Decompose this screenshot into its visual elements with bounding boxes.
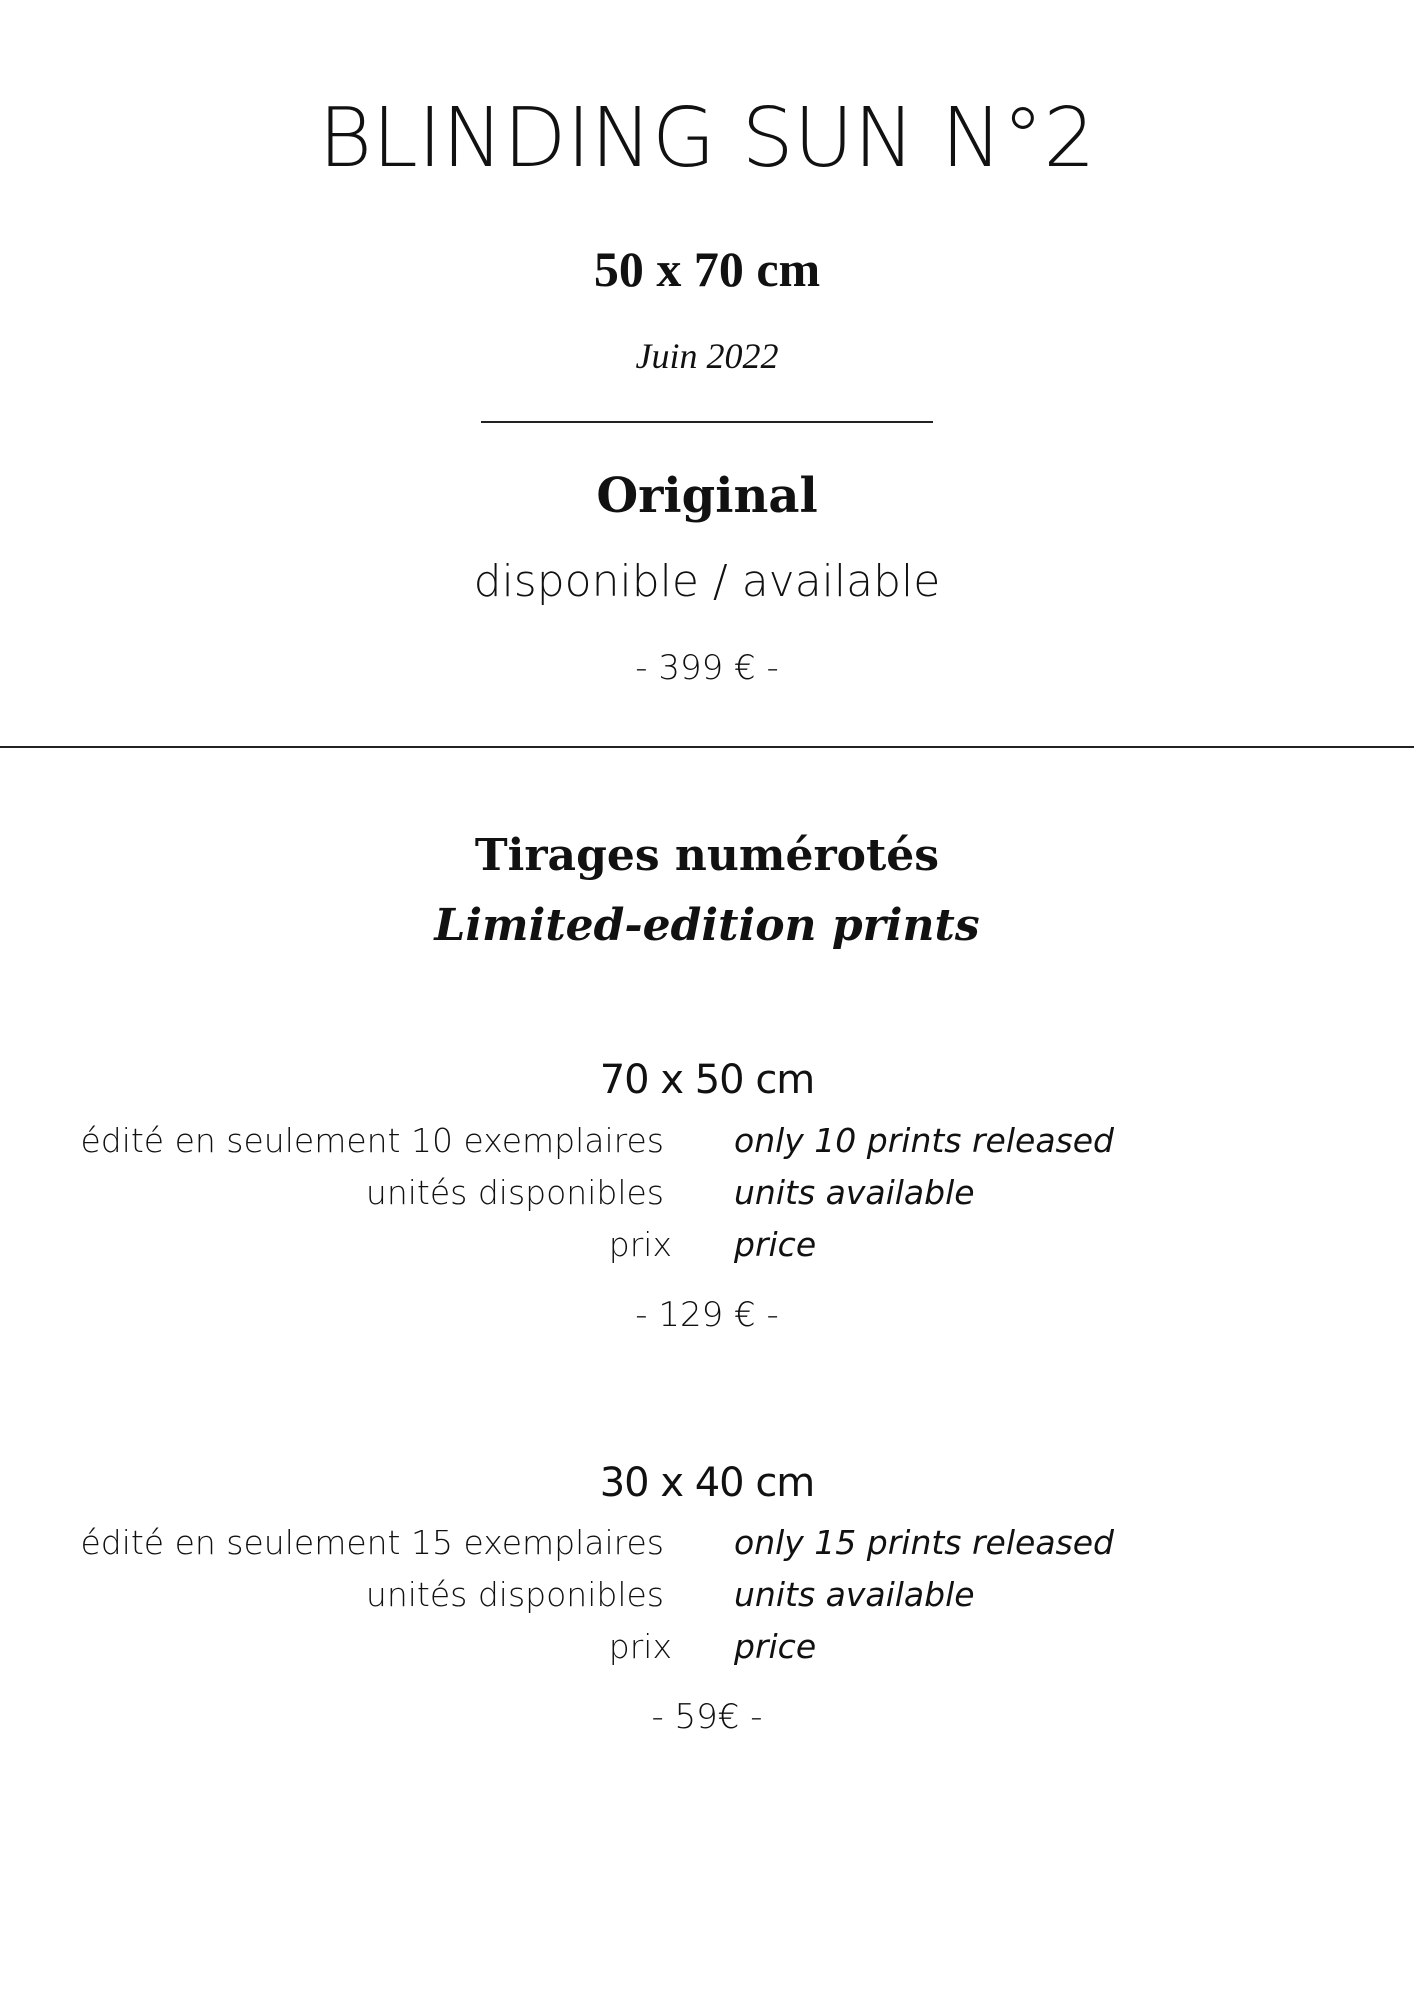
- original-heading: Original: [596, 468, 818, 524]
- units-available-en: units available: [734, 1173, 975, 1212]
- price-label-en: price: [734, 1225, 817, 1264]
- price-label-fr: prix: [608, 1225, 672, 1264]
- edition-count-en: only 10 prints released: [734, 1121, 1114, 1160]
- page-title: BLINDING SUN N°2: [318, 91, 1096, 186]
- edition-count-fr: édité en seulement 10 exemplaires: [80, 1121, 664, 1160]
- price-label-fr: prix: [608, 1627, 672, 1666]
- artwork-size: 50 x 70 cm: [593, 241, 821, 297]
- print-format-size: 30 x 40 cm: [599, 1460, 815, 1506]
- section-divider: [0, 746, 1414, 748]
- units-available-en: units available: [734, 1575, 975, 1614]
- prints-heading-en: Limited-edition prints: [434, 900, 980, 951]
- title-divider: [481, 421, 933, 423]
- original-price: - 399 € -: [635, 648, 779, 688]
- print-price: - 129 € -: [635, 1295, 779, 1335]
- prints-heading-fr: Tirages numérotés: [474, 830, 940, 881]
- original-status: disponible / available: [473, 556, 941, 607]
- edition-count-fr: édité en seulement 15 exemplaires: [80, 1523, 664, 1562]
- edition-count-en: only 15 prints released: [734, 1523, 1114, 1562]
- print-format-size: 70 x 50 cm: [599, 1057, 815, 1103]
- price-label-en: price: [734, 1627, 817, 1666]
- units-available-fr: unités disponibles: [365, 1575, 664, 1614]
- print-price: - 59€ -: [651, 1697, 763, 1737]
- units-available-fr: unités disponibles: [365, 1173, 664, 1212]
- artwork-date: Juin 2022: [635, 336, 779, 376]
